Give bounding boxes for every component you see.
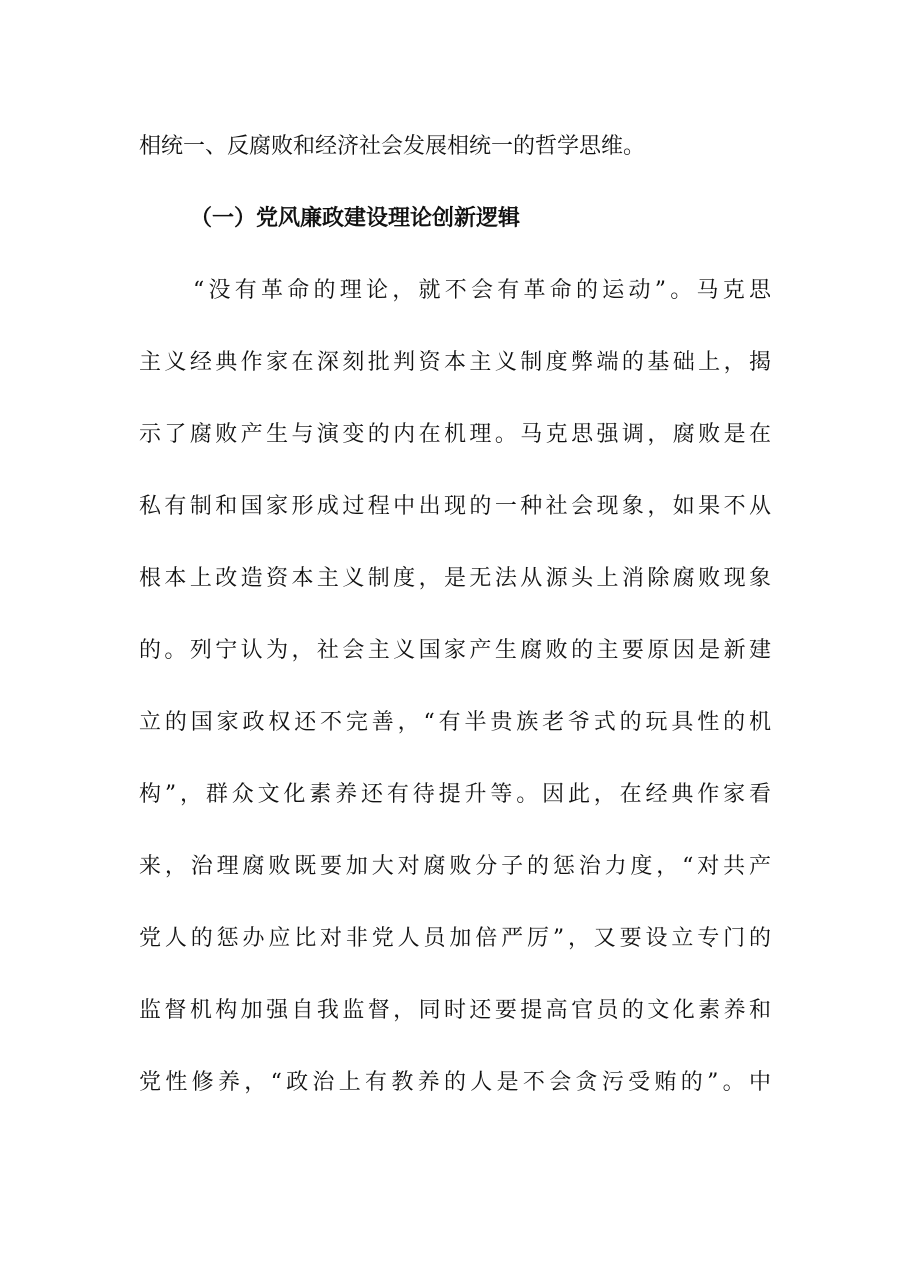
paragraph-line: “没有革命的理论，就不会有革命的运动”。马克思: [193, 278, 771, 303]
paragraph-line: 主义经典作家在深刻批判资本主义制度弊端的基础上，揭: [139, 350, 771, 375]
paragraph-line: 来，治理腐败既要加大对腐败分子的惩治力度，“对共产: [139, 854, 771, 879]
paragraph-line: 的。列宁认为，社会主义国家产生腐败的主要原因是新建: [139, 638, 771, 663]
paragraph-line: 党性修养，“政治上有教养的人是不会贪污受贿的”。中: [139, 1070, 771, 1095]
paragraph-line: 立的国家政权还不完善，“有半贵族老爷式的玩具性的机: [139, 710, 771, 735]
paragraph-line: 根本上改造资本主义制度，是无法从源头上消除腐败现象: [139, 566, 771, 591]
paragraph-line: 私有制和国家形成过程中出现的一种社会现象，如果不从: [139, 494, 771, 519]
section-heading: （一）党风廉政建设理论创新逻辑: [190, 206, 521, 231]
paragraph-line: 示了腐败产生与演变的内在机理。马克思强调，腐败是在: [139, 422, 771, 447]
paragraph-line: 党人的惩办应比对非党人员加倍严厉”，又要设立专门的: [139, 926, 771, 951]
paragraph-line: 监督机构加强自我监督，同时还要提高官员的文化素养和: [139, 998, 771, 1023]
paragraph-line: 构”，群众文化素养还有待提升等。因此，在经典作家看: [139, 782, 771, 807]
intro-line: 相统一、反腐败和经济社会发展相统一的哲学思维。: [139, 134, 646, 159]
